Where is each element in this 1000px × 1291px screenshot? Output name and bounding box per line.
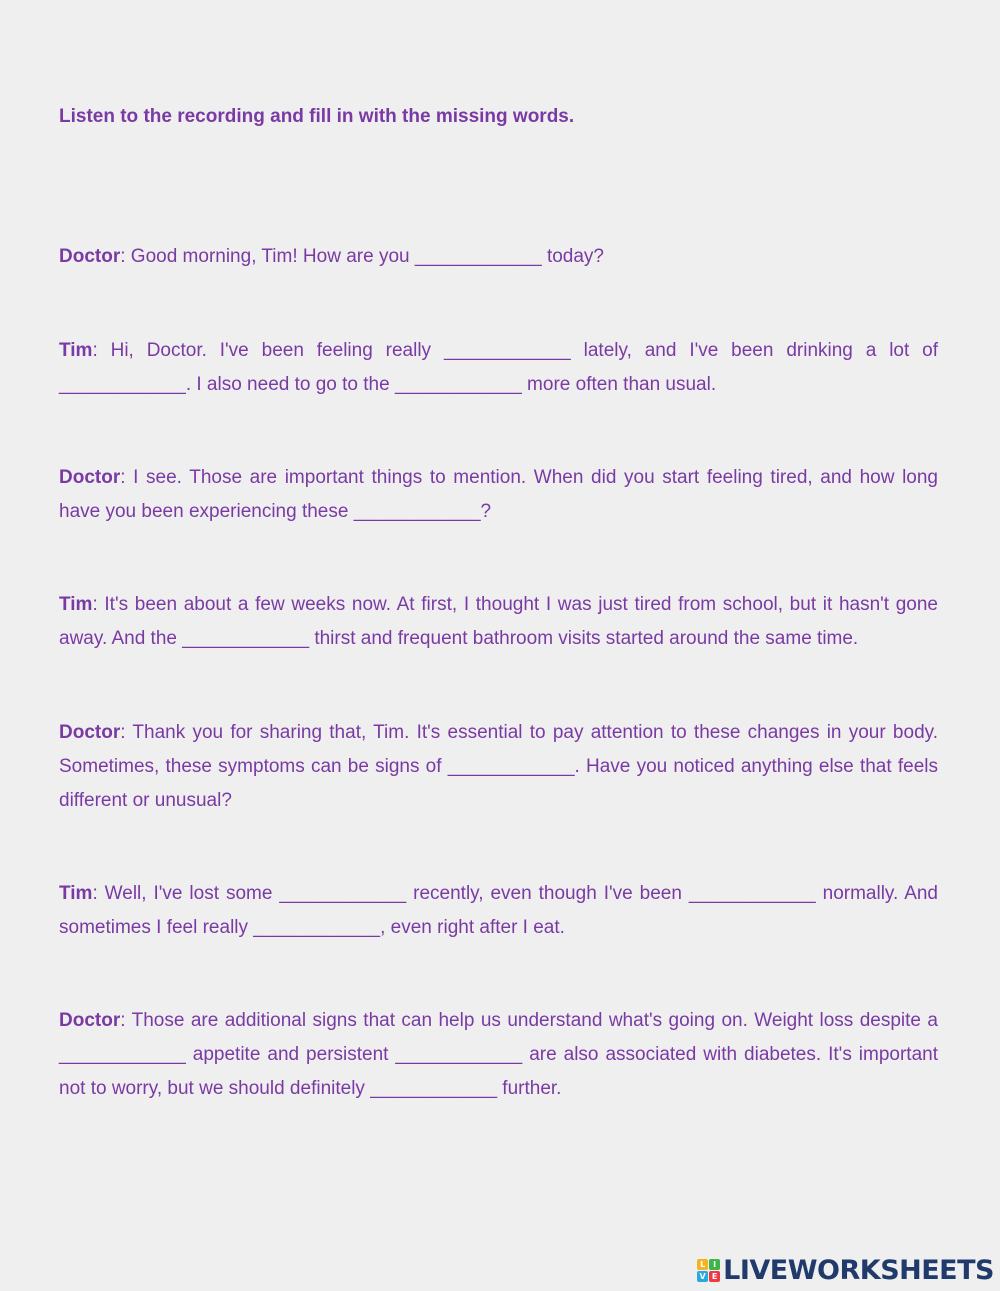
blank-field[interactable]: ____________ [370, 1077, 498, 1099]
blank-field[interactable]: ____________ [59, 373, 186, 395]
blank-field[interactable]: ____________ [414, 246, 542, 267]
logo-blocks-icon [697, 1259, 720, 1282]
dialogue-line-tim [59, 877, 938, 945]
logo-text: LIVEWORKSHEETS [723, 1254, 994, 1286]
blank-field[interactable]: ____________ [394, 373, 522, 395]
blank-field[interactable]: ____________ [182, 627, 310, 649]
speaker-name: Doctor [59, 467, 121, 488]
logo-block: L [697, 1259, 708, 1270]
blank-field[interactable]: ____________ [688, 883, 816, 904]
blank-field[interactable]: ____________ [279, 883, 407, 904]
dialogue-line-doctor [59, 1004, 938, 1105]
dialogue-text: . Have you noticed anything else that feels different or unusual? [59, 755, 938, 811]
dialogue-text: ? [480, 500, 492, 522]
speaker-name: Tim [59, 883, 93, 904]
dialogue-line-tim [59, 588, 938, 656]
dialogue-text: lately, and I've been drinking a lot of [570, 340, 938, 361]
instruction-heading: Listen to the recording and fill in with the missing words. [59, 106, 575, 127]
dialogue-text: : I see. Those are important things to mention. When did you start feeling tired, and how long have you been experiencing these [59, 467, 938, 522]
blank-field[interactable]: ____________ [353, 500, 481, 522]
dialogue-text: are also associated with diabetes. It's important not to worry, but we should definitely [59, 1043, 938, 1099]
dialogue-text: : It's been about a few weeks now. At first, I thought I was just tired from school, but it hasn't gone away. And the [59, 594, 938, 649]
dialogue-text: recently, even though I've been [406, 883, 689, 904]
dialogue-line-doctor [59, 461, 938, 529]
dialogue-text: , even right after I eat. [380, 916, 565, 938]
blank-field[interactable]: ____________ [443, 340, 571, 361]
dialogue-text: further. [497, 1077, 562, 1099]
dialogue-text: : Those are additional signs that can help us understand what's going on. Weight loss despite a [120, 1010, 938, 1031]
speaker-name: Tim [59, 340, 93, 361]
logo-block: I [709, 1259, 720, 1270]
dialogue-text: appetite and persistent [185, 1043, 396, 1065]
dialogue-text: : Thank you for sharing that, Tim. It's essential to pay attention to these changes in your body. Sometimes, these symptoms can be signs of [59, 722, 938, 777]
speaker-name: Doctor [59, 1010, 121, 1031]
dialogue-text: : Hi, Doctor. I've been feeling really [92, 340, 444, 361]
dialogue-text: : Good morning, Tim! How are you [120, 246, 415, 267]
dialogue-text: today? [541, 246, 604, 267]
dialogue-line-tim [59, 334, 938, 402]
liveworksheets-logo[interactable] [697, 1255, 994, 1285]
dialogue-text: thirst and frequent bathroom visits started around the same time. [309, 627, 859, 649]
blank-field[interactable]: ____________ [447, 755, 575, 777]
blank-field[interactable]: ____________ [395, 1043, 523, 1065]
dialogue-line-doctor [59, 240, 938, 274]
blank-field[interactable]: ____________ [59, 1043, 186, 1065]
logo-block: E [709, 1271, 720, 1282]
dialogue-line-doctor [59, 716, 938, 817]
blank-field[interactable]: ____________ [253, 916, 381, 938]
speaker-name: Doctor [59, 246, 121, 267]
dialogue-text: : Well, I've lost some [92, 883, 280, 904]
logo-block: V [697, 1271, 708, 1282]
speaker-name: Tim [59, 594, 93, 615]
dialogue-text: normally. And sometimes I feel really [59, 883, 939, 938]
speaker-name: Doctor [59, 722, 121, 743]
dialogue-text: more often than usual. [521, 373, 717, 395]
dialogue-text: . I also need to go to the [185, 373, 395, 395]
